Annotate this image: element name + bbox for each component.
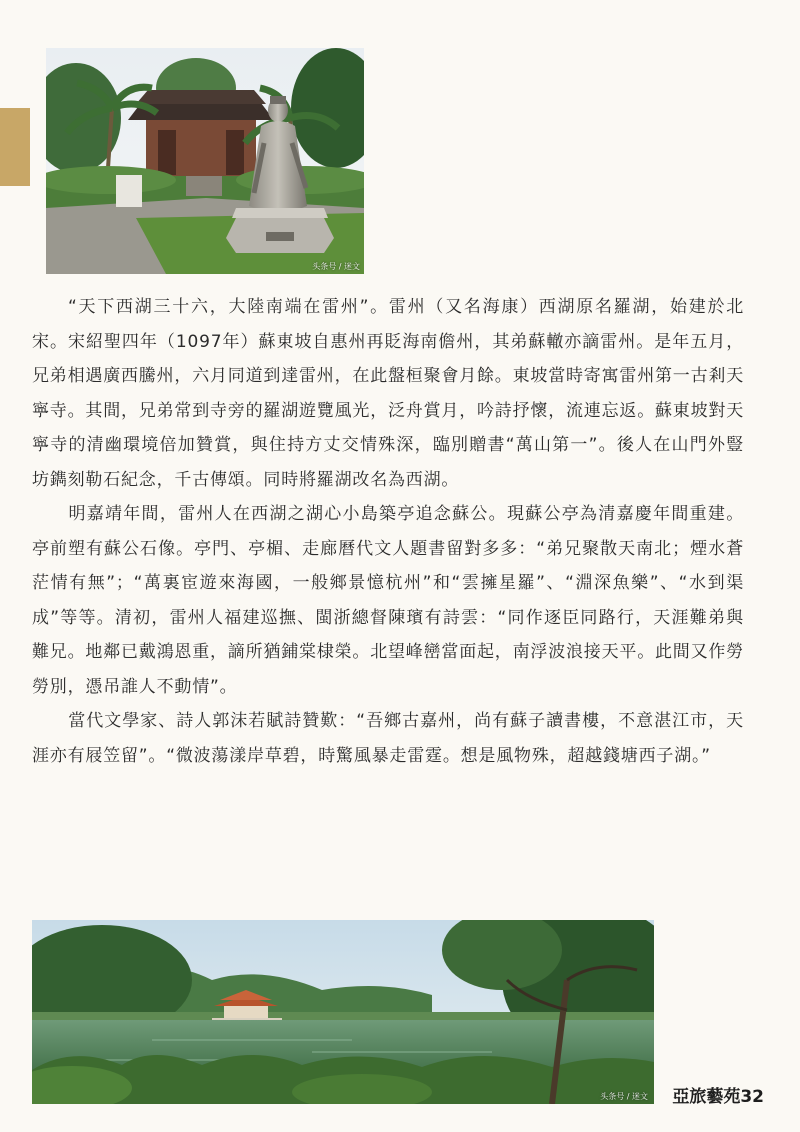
paragraph-2 <box>32 497 744 704</box>
photo-watermark-bottom: 头条号 / 迷文 <box>600 1092 648 1101</box>
paragraph-3-text: 當代文學家、詩人郭沫若賦詩贊歎：“吾鄉古嘉州，尚有蘇子讀書樓，不意湛江市，天涯亦有屐笠留”。“微波蕩漾岸草碧，時驚風暴走雷霆。想是風物殊，超越錢塘西子湖。” <box>32 711 744 766</box>
paragraph-1-text: “天下西湖三十六，大陸南端在雷州”。雷州（又名海康）西湖原名羅湖，始建於北宋。宋紹聖四年（1097年）蘇東坡自惠州再貶海南儋州，其弟蘇轍亦謫雷州。是年五月，兄弟相遇廣西騰州，六月同道到達雷州，在此盤桓聚會月餘。東坡當時寄寓雷州第一古剎天寧寺。其間，兄弟常到寺旁的羅湖遊覽風光，泛舟賞月，吟詩抒懷，流連忘返。蘇東坡對天寧寺的清幽環境倍加贊賞，與住持方丈交情殊深，臨別贈書“萬山第一”。後人在山門外豎坊鐫刻勒石紀念，千古傳頌。同時將羅湖改名為西湖。 <box>32 297 744 490</box>
paragraph-1 <box>32 290 744 497</box>
gold-side-tab <box>0 108 30 186</box>
photo-watermark: 头条号 / 迷文 <box>312 262 360 271</box>
article-body <box>32 290 744 773</box>
paragraph-3 <box>32 704 744 773</box>
su-dongpo-statue-photo <box>46 48 364 274</box>
west-lake-photo <box>32 920 654 1104</box>
paragraph-2-text: 明嘉靖年間，雷州人在西湖之湖心小島築亭追念蘇公。現蘇公亭為清嘉慶年間重建。亭前塑有蘇公石像。亭門、亭楣、走廊曆代文人題書留對多多：“弟兄聚散天南北；煙水蒼茫情有無”；“萬裏宦遊來海國，一般鄉景憶杭州”和“雲擁星羅”、“淵深魚樂”、“水到渠成”等等。清初，雷州人福建巡撫、閩浙總督陳璸有詩雲：“同作逐臣同路行，天涯難弟與難兄。地鄰已戴鴻恩重，謫所猶鋪棠棣榮。北望峰巒當面起，南浮波浪接天平。此間又作勞勞別，憑吊誰人不動情”。 <box>32 504 744 697</box>
statue-scene-illustration <box>46 48 364 274</box>
lake-scene-illustration <box>32 920 654 1104</box>
page-label: 亞旅藝苑32 <box>672 1087 764 1107</box>
